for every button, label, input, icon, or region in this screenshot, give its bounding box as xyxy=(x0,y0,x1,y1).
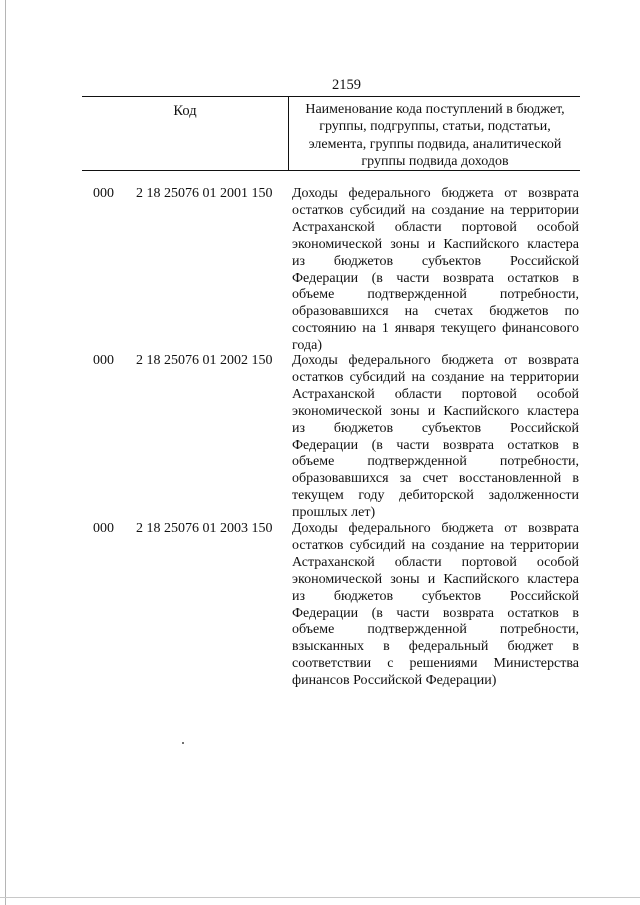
description-line: Доходы федерального бюджета от возврата xyxy=(292,521,579,536)
description-line: года) xyxy=(292,338,322,354)
page-number: 2159 xyxy=(332,77,361,93)
scan-edge-bottom xyxy=(0,897,640,898)
description-line: Астраханской области портовой особой xyxy=(292,219,579,235)
description-line: экономической зоны и Каспийского кластера xyxy=(292,571,579,587)
scan-speck xyxy=(182,742,184,744)
description-line: Астраханской области портовой особой xyxy=(292,554,579,570)
description-line: из бюджетов субъектов Российской xyxy=(292,588,579,604)
income-description xyxy=(292,186,579,355)
description-line: объеме подтвержденной потребности, xyxy=(292,454,579,470)
description-line: остатков субсидий на создание на территории xyxy=(292,202,579,218)
description-line: текущем году дебиторской задолженности xyxy=(292,488,579,504)
description-line: Доходы федерального бюджета от возврата xyxy=(292,353,579,368)
description-line: экономической зоны и Каспийского кластера xyxy=(292,403,579,419)
income-description xyxy=(292,353,579,522)
description-line: остатков субсидий на создание на территории xyxy=(292,537,579,553)
description-line: Федерации (в части возврата остатков в xyxy=(292,270,579,286)
admin-code: 000 xyxy=(93,521,114,536)
scan-edge-left xyxy=(5,0,6,905)
description-line: экономической зоны и Каспийского кластера xyxy=(292,236,579,252)
description-line: Федерации (в части возврата остатков в xyxy=(292,437,579,453)
description-line: объеме подтвержденной потребности, xyxy=(292,622,579,638)
income-code: 2 18 25076 01 2003 150 xyxy=(136,521,273,536)
description-line: финансов Российской Федерации) xyxy=(292,673,497,689)
income-description xyxy=(292,521,579,690)
description-line: состоянию на 1 января текущего финансового xyxy=(292,321,579,337)
header-name-label xyxy=(292,101,578,170)
description-line: образовавшихся за счет восстановленной в xyxy=(292,471,579,487)
description-line: Доходы федерального бюджета от возврата xyxy=(292,186,579,201)
description-line: остатков субсидий на создание на территории xyxy=(292,369,579,385)
admin-code: 000 xyxy=(93,186,114,201)
income-code: 2 18 25076 01 2001 150 xyxy=(136,186,273,201)
income-code: 2 18 25076 01 2002 150 xyxy=(136,353,273,368)
description-line: прошлых лет) xyxy=(292,505,376,521)
header-name-line: группы подвида доходов xyxy=(361,153,509,169)
admin-code: 000 xyxy=(93,353,114,368)
header-name-line: группы, подгруппы, статьи, подстатьи, xyxy=(319,119,551,135)
header-name-line: Наименование кода поступлений в бюджет, xyxy=(305,102,565,117)
description-line: объеме подтвержденной потребности, xyxy=(292,287,579,303)
header-column-divider xyxy=(288,97,289,170)
header-code-label: Код xyxy=(173,103,197,119)
description-line: взысканных в федеральный бюджет в xyxy=(292,639,579,655)
description-line: из бюджетов субъектов Российской xyxy=(292,253,579,269)
header-name-line: элемента, группы подвида, аналитической xyxy=(308,136,562,152)
description-line: из бюджетов субъектов Российской xyxy=(292,420,579,436)
description-line: соответствии с решениями Министерства xyxy=(292,656,579,672)
table-header xyxy=(82,96,580,171)
description-line: образовавшихся на счетах бюджетов по xyxy=(292,304,579,320)
description-line: Астраханской области портовой особой xyxy=(292,386,579,402)
description-line: Федерации (в части возврата остатков в xyxy=(292,605,579,621)
